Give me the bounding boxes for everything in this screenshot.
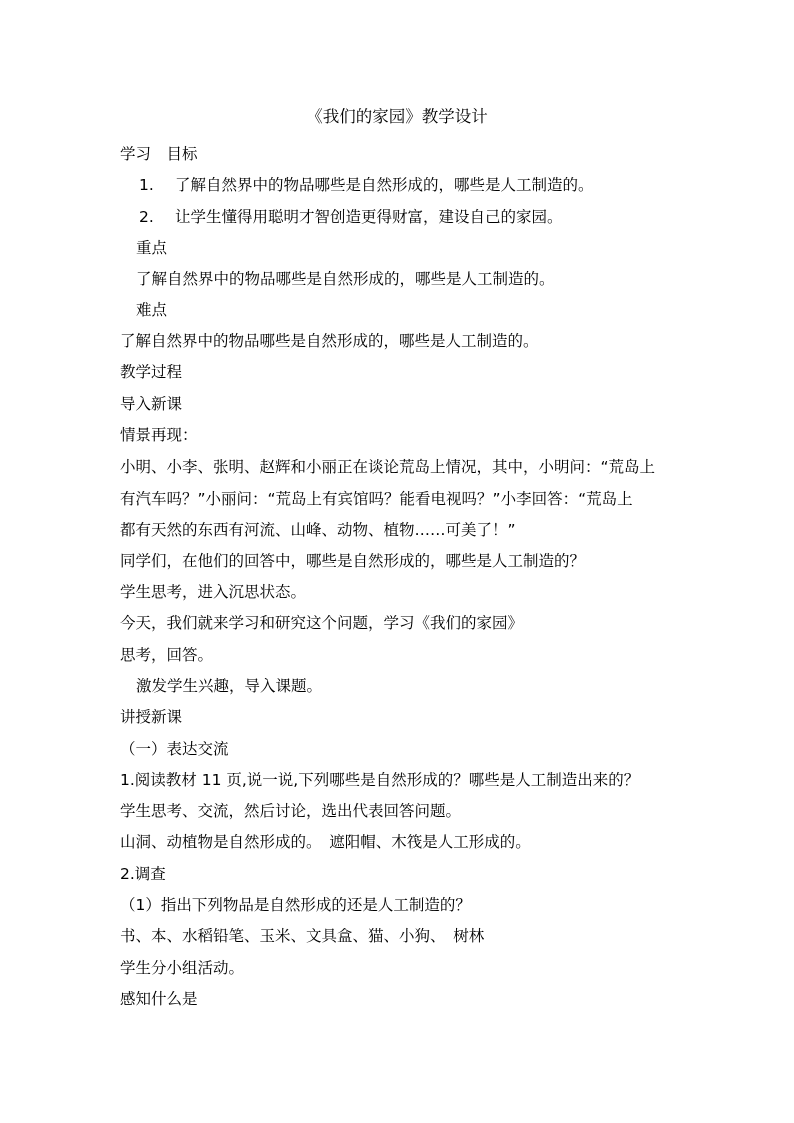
key-point-heading: 重点	[136, 239, 168, 257]
process-heading: 教学过程	[120, 363, 183, 381]
think-answer-line: 思考，回答。	[120, 646, 214, 664]
objective-item	[139, 175, 594, 195]
lecture-heading: 讲授新课	[120, 708, 183, 726]
perceive-line: 感知什么是	[120, 990, 198, 1008]
objective-text: 了解自然界中的物品哪些是自然形成的，哪些是人工制造的。	[175, 176, 594, 194]
item1-line: 1.阅读教材 11 页,说一说,下列哪些是自然形成的？哪些是人工制造出来的？	[120, 771, 640, 789]
objective-number: 2.	[139, 208, 154, 226]
intro-heading: 导入新课	[120, 395, 183, 413]
today-line: 今天，我们就来学习和研究这个问题，学习《我们的家园》	[120, 614, 524, 632]
section1-heading: （一）表达交流	[120, 740, 229, 758]
objective-text: 让学生懂得用聪明才智创造更得财富，建设自己的家园。	[175, 208, 563, 226]
key-point-text: 了解自然界中的物品哪些是自然形成的，哪些是人工制造的。	[136, 270, 555, 288]
objective-number: 1.	[139, 176, 154, 194]
difficulty-heading: 难点	[136, 301, 168, 319]
item2-line: 2.调查	[120, 865, 166, 883]
scene-paragraph-line: 小明、小李、张明、赵辉和小丽正在谈论荒岛上情况，其中，小明问：“荒岛上	[120, 458, 656, 476]
item2-sub: （1）指出下列物品是自然形成的还是人工制造的？	[120, 896, 471, 914]
group-activity-line: 学生分小组活动。	[120, 959, 245, 977]
document-title: 《我们的家园》教学设计	[306, 107, 488, 126]
scene-heading: 情景再现：	[120, 426, 198, 444]
motivate-line: 激发学生兴趣，导入课题。	[136, 677, 323, 695]
item1-answer: 山洞、动植物是自然形成的。 遮阳帽、木筏是人工形成的。	[120, 833, 531, 851]
scene-paragraph-line: 有汽车吗？”小丽问：“荒岛上有宾馆吗？能看电视吗？”小李回答：“荒岛上	[120, 490, 633, 508]
objectives-heading: 学习 目标	[120, 145, 198, 163]
objective-item	[139, 207, 563, 227]
question-line: 同学们，在他们的回答中，哪些是自然形成的，哪些是人工制造的？	[120, 552, 586, 570]
student-think-line: 学生思考，进入沉思状态。	[120, 583, 307, 601]
scene-paragraph-line: 都有天然的东西有河流、山峰、动物、植物……可美了！”	[120, 521, 516, 539]
item2-list: 书、本、水稻铅笔、玉米、文具盒、猫、小狗、 树林	[120, 927, 485, 945]
difficulty-text: 了解自然界中的物品哪些是自然形成的，哪些是人工制造的。	[120, 332, 539, 350]
item1-activity: 学生思考、交流，然后讨论，选出代表回答问题。	[120, 802, 462, 820]
